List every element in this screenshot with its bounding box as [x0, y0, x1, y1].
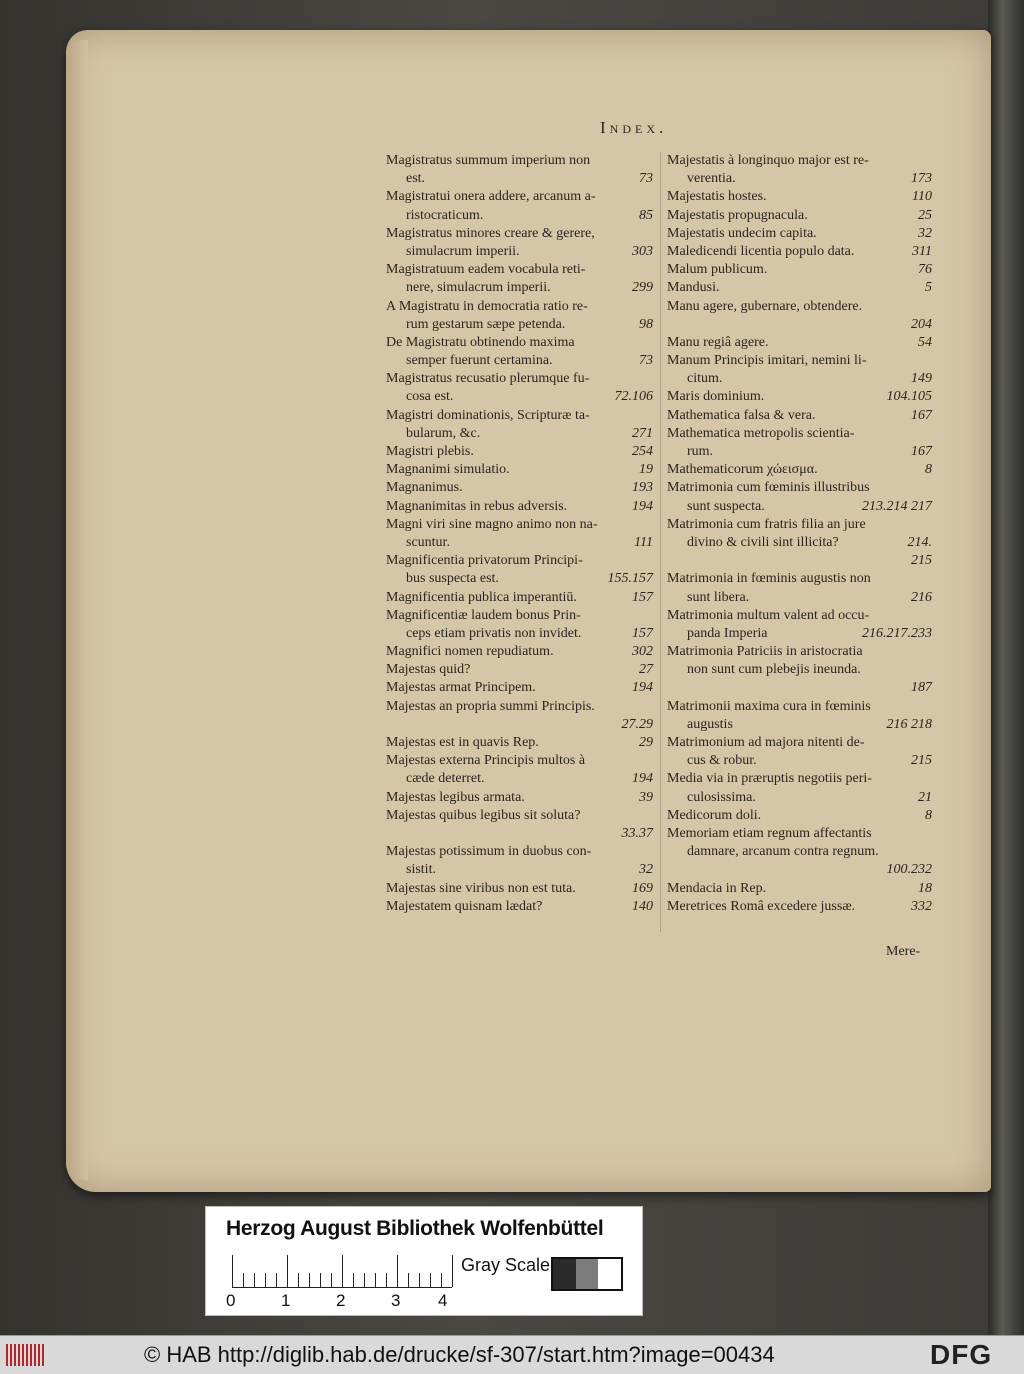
index-entry-line — [386, 752, 653, 770]
index-page-ref: 167 — [911, 444, 932, 459]
index-entry-text: Mathematica falsa & vera. — [667, 407, 816, 423]
index-entry-text: Matrimonium ad majora nitenti de- — [667, 735, 865, 750]
index-entry-text: Magistratui onera addere, arcanum a- — [386, 189, 596, 205]
index-column-right — [667, 152, 932, 916]
index-entry-line — [667, 643, 932, 661]
index-entry-text: Memoriam etiam regnum affectantis — [667, 825, 872, 841]
column-divider — [660, 152, 661, 932]
index-entry-text: panda Imperia — [687, 625, 768, 641]
index-entry-line — [386, 607, 653, 625]
index-entry-line — [667, 789, 932, 807]
index-entry-text: cus & robur. — [687, 753, 757, 769]
gray-scale-label: Gray Scale — [461, 1255, 551, 1275]
index-page-ref: 32 — [639, 862, 653, 878]
index-page-ref: 54 — [918, 334, 932, 350]
index-page-ref: 29 — [639, 735, 653, 750]
index-entry-line — [386, 770, 653, 788]
copyright-url[interactable]: © HAB http://diglib.hab.de/drucke/sf-307/start.htm?image=00434 — [144, 1342, 775, 1367]
index-page-ref: 25 — [918, 207, 932, 223]
index-entry-line — [386, 261, 653, 279]
gray-swatch — [576, 1259, 599, 1289]
index-entry-text: Majestas armat Principem. — [386, 680, 536, 696]
index-page-ref: 76 — [918, 262, 932, 278]
index-entry-line — [667, 861, 932, 879]
index-entry-text: Majestatis propugnacula. — [667, 207, 808, 223]
index-entry-text: rum gestarum sæpe petenda. — [406, 316, 566, 332]
index-entry-line — [667, 425, 932, 443]
index-entry-text: augustis — [687, 716, 733, 732]
index-entry-line — [386, 552, 653, 570]
index-page-ref: 33.37 — [621, 825, 653, 841]
index-entry-line — [386, 407, 653, 425]
index-entry-line — [386, 388, 653, 406]
index-entry-text: Matrimonia Patriciis in aristocratia — [667, 644, 863, 660]
index-page-ref: 194 — [632, 498, 653, 514]
index-entry-line — [386, 825, 653, 843]
index-page-ref: 104.105 — [886, 389, 932, 405]
index-page-ref: 169 — [632, 880, 653, 896]
index-entry-text: Manu regiâ agere. — [667, 334, 769, 350]
index-page-ref: 8 — [925, 462, 932, 478]
index-entry-text: non sunt cum plebejis ineunda. — [687, 662, 861, 678]
index-entry-line — [667, 661, 932, 679]
index-entry-text: Magistratus minores creare & gerere, — [386, 225, 595, 241]
index-entry-text: Matrimonia cum fœminis illustribus — [667, 480, 870, 496]
index-entry-text: sunt libera. — [687, 589, 750, 605]
gray-swatch — [598, 1259, 621, 1289]
index-entry-line — [667, 461, 932, 479]
index-entry-line — [386, 643, 653, 661]
index-entry-text: Magnificentia publica imperantiū. — [386, 589, 577, 605]
index-entry-text: Majestatem quisnam lædat? — [386, 898, 543, 914]
index-entry-line — [386, 188, 653, 206]
index-entry-line — [667, 261, 932, 279]
index-entry-line — [386, 880, 653, 898]
index-column-left — [386, 152, 653, 916]
index-entry-text: Magistri plebis. — [386, 444, 474, 459]
ruler-number: 4 — [438, 1291, 448, 1310]
index-entry-text: Matrimonii maxima cura in fœminis — [667, 698, 871, 714]
index-entry-text: culosissima. — [687, 789, 756, 805]
catchword: Mere- — [886, 944, 921, 959]
index-entry-line — [667, 589, 932, 607]
index-page-ref: 187 — [911, 680, 932, 696]
index-page-ref: 27.29 — [621, 716, 653, 732]
index-page-ref: 21 — [918, 789, 932, 805]
index-entry-text: nere, simulacrum imperii. — [406, 280, 551, 296]
index-entry-text: Maledicendi licentia populo data. — [667, 243, 855, 259]
index-entry-text: Magistri dominationis, Scripturæ ta- — [386, 407, 590, 423]
index-page-ref: 303 — [632, 243, 653, 259]
index-entry-line — [386, 807, 653, 825]
index-entry-text: verentia. — [687, 171, 736, 187]
gray-scale-swatches — [551, 1257, 623, 1291]
index-page-ref: 332 — [911, 898, 932, 914]
index-entry-text: A Magistratu in democratia ratio re- — [386, 298, 588, 314]
index-page-ref: 8 — [925, 807, 932, 823]
library-title: Herzog August Bibliothek Wolfenbüttel — [226, 1217, 604, 1240]
index-entry-line — [386, 789, 653, 807]
index-entry-line — [667, 898, 932, 916]
index-entry-line — [386, 443, 653, 461]
ruler-major-tick — [232, 1255, 233, 1287]
index-page-ref: 167 — [911, 407, 932, 423]
index-page-ref: 140 — [632, 898, 653, 914]
index-entry-line — [667, 698, 932, 716]
index-page-ref: 157 — [632, 589, 653, 605]
index-page-ref: 32 — [918, 225, 932, 241]
index-page-ref: 100.232 — [886, 862, 932, 878]
ruler-major-tick — [397, 1255, 398, 1287]
index-page-ref: 19 — [639, 462, 653, 478]
ruler-number: 0 — [226, 1291, 236, 1310]
index-entry-text: Majestatis undecim capita. — [667, 225, 817, 241]
index-entry-text: Matrimonia multum valent ad occu- — [667, 607, 870, 623]
index-entry-text: Majestas legibus armata. — [386, 789, 525, 805]
index-entry-text: Manum Principis imitari, nemini li- — [667, 353, 867, 369]
index-page-ref: 215 — [911, 553, 932, 569]
index-entry-line — [667, 407, 932, 425]
index-page-ref: 302 — [632, 644, 653, 660]
index-page-ref: 173 — [911, 171, 932, 187]
index-page-ref: 73 — [639, 171, 653, 187]
index-entry-line — [667, 843, 932, 861]
ruler-number: 2 — [336, 1291, 346, 1310]
ruler-number: 1 — [281, 1291, 291, 1310]
index-entry-text: Magistratus recusatio plerumque fu- — [386, 371, 590, 387]
page-edge — [66, 40, 88, 1180]
index-page-ref: 18 — [918, 880, 932, 896]
index-entry-text: ristocraticum. — [406, 207, 484, 223]
index-entry-text: Magistratus summum imperium non — [386, 153, 591, 168]
index-entry-text: Magnificentia privatorum Principi- — [386, 553, 583, 569]
index-page-ref: 254 — [632, 444, 653, 459]
index-entry-line — [667, 279, 932, 297]
index-entry-line — [386, 225, 653, 243]
index-entry-line — [386, 316, 653, 334]
index-entry-text: bularum, &c. — [406, 425, 481, 441]
index-page-ref: 271 — [632, 425, 653, 441]
index-entry-line — [667, 625, 932, 643]
index-entry-text: Majestas sine viribus non est tuta. — [386, 880, 576, 896]
index-page-ref: 194 — [632, 680, 653, 696]
index-entry-line — [386, 498, 653, 516]
index-entry-text: scuntur. — [406, 534, 450, 550]
running-head: Index. — [600, 118, 668, 137]
index-entry-line — [667, 243, 932, 261]
index-entry-line — [386, 534, 653, 552]
index-entry-line — [386, 898, 653, 916]
index-entry-line — [386, 861, 653, 879]
index-entry-line — [386, 661, 653, 679]
index-entry-text: Mandusi. — [667, 280, 720, 296]
index-entry-line — [386, 479, 653, 497]
index-page-ref: 73 — [639, 353, 653, 369]
index-page-ref: 216.217.233 — [862, 625, 932, 641]
index-entry-text: cosa est. — [406, 389, 454, 405]
index-page-ref: 110 — [912, 189, 932, 205]
index-page-ref: 85 — [639, 207, 653, 223]
index-entry-text: Mathematica metropolis scientia- — [667, 425, 855, 441]
index-entry-text: sistit. — [406, 862, 436, 878]
index-entry-line — [667, 207, 932, 225]
index-entry-text: Matrimonia cum fratris filia an jure — [667, 516, 866, 532]
index-entry-line — [667, 734, 932, 752]
index-entry-line — [386, 625, 653, 643]
index-entry-line — [667, 825, 932, 843]
index-entry-text: Majestatis hostes. — [667, 189, 767, 205]
index-entry-line — [667, 170, 932, 188]
index-entry-text: cæde deterret. — [406, 771, 485, 787]
index-entry-line — [667, 388, 932, 406]
index-page-ref: 299 — [632, 280, 653, 296]
index-entry-line — [667, 516, 932, 534]
index-entry-text: Maris dominium. — [667, 389, 765, 405]
index-entry-line — [667, 443, 932, 461]
index-entry-text: simulacrum imperii. — [406, 243, 520, 259]
dfg-logo: DFG — [930, 1339, 993, 1370]
index-entry-line — [667, 152, 932, 170]
index-page-ref: 204 — [911, 316, 932, 332]
ruler-number: 3 — [391, 1291, 401, 1310]
index-entry-line — [667, 534, 932, 552]
index-entry-text: Majestas quid? — [386, 662, 471, 678]
index-entry-line — [667, 752, 932, 770]
index-entry-line — [386, 516, 653, 534]
index-entry-text: De Magistratu obtinendo maxima — [386, 334, 575, 350]
hab-logo-icon — [6, 1344, 46, 1366]
index-entry-text: Majestas externa Principis multos à — [386, 753, 586, 769]
index-entry-text: Magnificentiæ laudem bonus Prin- — [386, 607, 581, 623]
index-entry-text: Majestas est in quavis Rep. — [386, 735, 539, 750]
index-entry-line — [386, 425, 653, 443]
index-entry-text: Malum publicum. — [667, 262, 768, 278]
index-entry-text: Magnanimitas in rebus adversis. — [386, 498, 568, 514]
index-entry-line — [386, 698, 653, 716]
index-entry-text: damnare, arcanum contra regnum. — [687, 844, 879, 860]
index-page-ref: 194 — [632, 771, 653, 787]
index-entry-line — [667, 370, 932, 388]
index-entry-line — [386, 352, 653, 370]
index-entry-line — [667, 679, 932, 697]
index-page-ref: 216 218 — [886, 716, 932, 732]
index-entry-line — [386, 279, 653, 297]
index-entry-text: Majestas an propria summi Principis. — [386, 698, 595, 714]
index-entry-line — [667, 607, 932, 625]
index-entry-line — [667, 770, 932, 788]
index-page-ref: 149 — [911, 371, 932, 387]
index-entry-text: Magnifici nomen repudiatum. — [386, 644, 554, 660]
index-entry-text: Magnanimi simulatio. — [386, 462, 510, 478]
ruler-major-tick — [287, 1255, 288, 1287]
index-entry-line — [386, 570, 653, 588]
index-entry-line — [667, 880, 932, 898]
index-entry-line — [386, 207, 653, 225]
index-entry-line — [667, 352, 932, 370]
index-entry-line — [667, 188, 932, 206]
index-entry-line — [386, 734, 653, 752]
index-entry-text: Manu agere, gubernare, obtendere. — [667, 298, 863, 314]
ruler-major-tick — [342, 1255, 343, 1287]
index-entry-text: bus suspecta est. — [406, 571, 499, 587]
index-entry-line — [386, 589, 653, 607]
index-entry-line — [667, 334, 932, 352]
index-page-ref: 27 — [639, 662, 653, 678]
index-entry-line — [667, 716, 932, 734]
index-entry-text: Media via in præruptis negotiis peri- — [667, 771, 872, 787]
index-entry-text: rum. — [687, 444, 714, 459]
library-color-card — [205, 1206, 643, 1316]
index-entry-text: Mathematicorum χώεισμα. — [667, 462, 818, 478]
index-entry-text: Magni viri sine magno animo non na- — [386, 516, 598, 532]
index-entry-line — [667, 225, 932, 243]
index-entry-line — [386, 370, 653, 388]
index-entry-line — [386, 152, 653, 170]
gray-swatch — [553, 1259, 576, 1289]
index-entry-text: Majestas potissimum in duobus con- — [386, 844, 592, 860]
index-page-ref: 157 — [632, 625, 653, 641]
index-page-ref: 155.157 — [607, 571, 653, 587]
index-page-ref: 213.214 217 — [862, 498, 932, 514]
index-entry-line — [386, 461, 653, 479]
index-entry-text: Majestas quibus legibus sit soluta? — [386, 807, 581, 823]
index-entry-text: Meretrices Româ excedere jussæ. — [667, 898, 856, 914]
index-entry-text: divino & civili sint illicita? — [687, 534, 839, 550]
facing-page-edge — [988, 0, 1024, 1335]
index-entry-text: est. — [406, 171, 426, 187]
index-entry-line — [386, 334, 653, 352]
index-entry-line — [386, 843, 653, 861]
index-entry-line — [386, 170, 653, 188]
ruler-major-tick — [452, 1255, 453, 1287]
index-entry-line — [386, 243, 653, 261]
index-entry-line — [667, 570, 932, 588]
index-entry-line — [386, 298, 653, 316]
index-page-ref: 111 — [634, 534, 653, 550]
index-page-ref: 215 — [911, 753, 932, 769]
index-entry-line — [667, 479, 932, 497]
index-entry-line — [386, 679, 653, 697]
index-entry-text: semper fuerunt certamina. — [406, 353, 553, 369]
index-page-ref: 311 — [912, 243, 932, 259]
index-entry-line — [667, 807, 932, 825]
index-entry-line — [667, 498, 932, 516]
index-entry-text: sunt suspecta. — [687, 498, 765, 514]
index-entry-text: citum. — [687, 371, 723, 387]
index-entry-text: Magnanimus. — [386, 480, 463, 496]
index-entry-line — [667, 552, 932, 570]
index-entry-text: Matrimonia in fœminis augustis non — [667, 571, 871, 587]
index-entry-text: ceps etiam privatis non invidet. — [406, 625, 582, 641]
index-page-ref: 98 — [639, 316, 653, 332]
index-entry-text: Magistratuum eadem vocabula reti- — [386, 262, 586, 278]
index-page-ref: 39 — [639, 789, 653, 805]
index-entry-line — [386, 716, 653, 734]
index-page-ref: 193 — [632, 480, 653, 496]
index-entry-text: Medicorum doli. — [667, 807, 762, 823]
index-page-ref: 216 — [911, 589, 932, 605]
index-page-ref: 5 — [925, 280, 932, 296]
index-entry-text: Mendacia in Rep. — [667, 880, 767, 896]
index-entry-line — [667, 316, 932, 334]
index-entry-text: Majestatis à longinquo major est re- — [667, 153, 869, 168]
index-page-ref: 72.106 — [614, 389, 653, 405]
index-entry-line — [667, 298, 932, 316]
index-page-ref: 214. — [907, 534, 932, 550]
footer-bar — [0, 1335, 1024, 1374]
